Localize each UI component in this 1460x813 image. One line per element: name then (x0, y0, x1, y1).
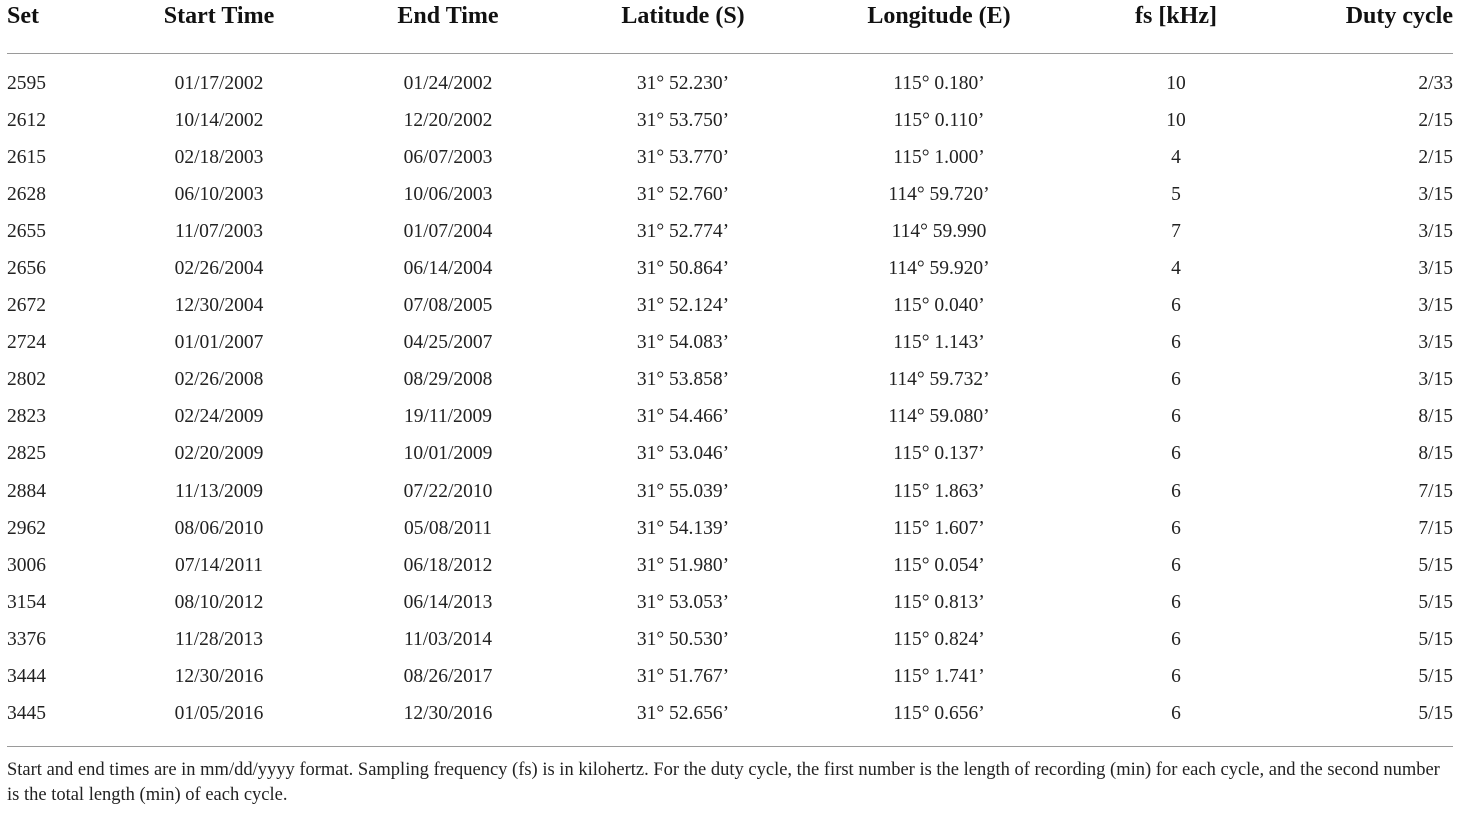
cell-fs: 6 (1171, 591, 1181, 613)
cell-set: 2884 (7, 480, 46, 502)
table-row (7, 103, 1453, 140)
cell-latitude: 31° 54.466’ (636, 406, 730, 428)
cell-set: 2825 (7, 443, 46, 465)
cell-fs: 6 (1171, 443, 1181, 465)
cell-start-time: 08/06/2010 (174, 517, 264, 539)
cell-latitude: 31° 52.774’ (636, 221, 730, 243)
cell-set: 3006 (7, 554, 46, 576)
cell-longitude: 115° 1.863’ (893, 480, 985, 502)
cell-set: 2595 (7, 73, 46, 94)
table-footnote: Start and end times are in mm/dd/yyyy format. Sampling frequency (fs) is in kilohertz. For the duty cycle, the first number is the length of recording (min) for each cycle, and the second number is the total length (min) of each cycle. (7, 760, 1440, 805)
table-row (7, 474, 1453, 511)
cell-duty-cycle: 3/15 (1418, 295, 1453, 317)
cell-start-time: 08/10/2012 (174, 591, 264, 613)
cell-longitude: 114° 59.920’ (888, 258, 990, 280)
cell-start-time: 01/05/2016 (174, 702, 264, 724)
cell-end-time: 08/29/2008 (403, 369, 493, 391)
cell-end-time: 05/08/2011 (403, 517, 493, 539)
cell-end-time: 06/14/2004 (403, 258, 493, 280)
cell-longitude: 114° 59.080’ (888, 406, 990, 428)
cell-set: 2655 (7, 221, 46, 243)
cell-set: 2672 (7, 295, 46, 317)
cell-longitude: 114° 59.720’ (888, 184, 990, 206)
cell-start-time: 11/13/2009 (174, 480, 264, 502)
cell-end-time: 06/18/2012 (403, 554, 493, 576)
cell-fs: 6 (1171, 369, 1181, 391)
cell-duty-cycle: 5/15 (1418, 554, 1453, 576)
cell-duty-cycle: 5/15 (1418, 702, 1453, 724)
table-row (7, 585, 1453, 622)
cell-longitude: 115° 0.054’ (893, 554, 985, 576)
cell-set: 2656 (7, 258, 46, 280)
cell-fs: 6 (1171, 702, 1181, 724)
cell-longitude: 114° 59.732’ (888, 369, 990, 391)
cell-set: 2802 (7, 369, 46, 391)
cell-set: 3154 (7, 591, 46, 613)
header-set: Set (7, 3, 39, 29)
cell-longitude: 115° 0.137’ (893, 443, 985, 465)
cell-duty-cycle: 3/15 (1418, 369, 1453, 391)
cell-fs: 4 (1171, 258, 1181, 280)
header-fs: fs [kHz] (1135, 3, 1217, 29)
cell-latitude: 31° 53.770’ (636, 147, 730, 169)
cell-latitude: 31° 50.864’ (636, 258, 730, 280)
cell-start-time: 11/28/2013 (174, 628, 264, 650)
cell-end-time: 07/08/2005 (403, 295, 493, 317)
cell-fs: 6 (1171, 480, 1181, 502)
cell-latitude: 31° 51.767’ (636, 665, 730, 687)
cell-end-time: 01/24/2002 (403, 73, 493, 94)
cell-duty-cycle: 2/15 (1418, 110, 1453, 132)
cell-longitude: 115° 0.824’ (893, 628, 985, 650)
cell-latitude: 31° 53.046’ (636, 443, 730, 465)
cell-fs: 6 (1171, 517, 1181, 539)
table-row (7, 362, 1453, 399)
cell-fs: 7 (1171, 221, 1181, 243)
table-row (7, 511, 1453, 548)
cell-start-time: 02/26/2008 (174, 369, 264, 391)
cell-start-time: 12/30/2016 (174, 665, 264, 687)
cell-end-time: 01/07/2004 (403, 221, 493, 243)
cell-latitude: 31° 51.980’ (636, 554, 730, 576)
table-body (7, 66, 1453, 733)
header-start-time: Start Time (163, 3, 275, 29)
cell-end-time: 10/01/2009 (403, 443, 493, 465)
cell-end-time: 06/07/2003 (403, 147, 493, 169)
table-row (7, 548, 1453, 585)
header-divider (7, 53, 1453, 54)
cell-end-time: 04/25/2007 (403, 332, 493, 354)
cell-fs: 6 (1171, 406, 1181, 428)
cell-longitude: 115° 0.180’ (893, 73, 985, 94)
cell-duty-cycle: 2/15 (1418, 147, 1453, 169)
header-end-time: End Time (397, 3, 499, 29)
cell-latitude: 31° 52.230’ (636, 73, 730, 94)
cell-fs: 10 (1166, 73, 1186, 94)
cell-duty-cycle: 3/15 (1418, 184, 1453, 206)
cell-set: 2962 (7, 517, 46, 539)
header-latitude: Latitude (S) (621, 3, 745, 29)
cell-latitude: 31° 53.750’ (636, 110, 730, 132)
cell-start-time: 02/24/2009 (174, 406, 264, 428)
cell-longitude: 115° 1.741’ (893, 665, 985, 687)
cell-fs: 10 (1166, 110, 1186, 132)
cell-fs: 6 (1171, 332, 1181, 354)
cell-fs: 6 (1171, 628, 1181, 650)
cell-duty-cycle: 3/15 (1418, 332, 1453, 354)
table-row (7, 288, 1453, 325)
cell-set: 2823 (7, 406, 46, 428)
cell-latitude: 31° 53.053’ (636, 591, 730, 613)
cell-longitude: 115° 1.000’ (893, 147, 985, 169)
cell-start-time: 02/26/2004 (174, 258, 264, 280)
cell-start-time: 11/07/2003 (174, 221, 264, 243)
cell-set: 2628 (7, 184, 46, 206)
cell-longitude: 114° 59.990 (891, 221, 987, 243)
table-header-row (7, 0, 1453, 50)
cell-duty-cycle: 5/15 (1418, 628, 1453, 650)
cell-duty-cycle: 8/15 (1418, 443, 1453, 465)
cell-end-time: 07/22/2010 (403, 480, 493, 502)
cell-duty-cycle: 5/15 (1418, 665, 1453, 687)
cell-set: 2724 (7, 332, 46, 354)
cell-fs: 6 (1171, 554, 1181, 576)
cell-start-time: 12/30/2004 (174, 295, 264, 317)
cell-set: 2612 (7, 110, 46, 132)
cell-fs: 4 (1171, 147, 1181, 169)
cell-end-time: 11/03/2014 (403, 628, 493, 650)
cell-end-time: 19/11/2009 (403, 406, 493, 428)
cell-fs: 6 (1171, 665, 1181, 687)
cell-latitude: 31° 52.656’ (636, 702, 730, 724)
cell-set: 2615 (7, 147, 46, 169)
header-duty-cycle: Duty cycle (1345, 3, 1453, 29)
cell-latitude: 31° 53.858’ (636, 369, 730, 391)
cell-start-time: 01/01/2007 (174, 332, 264, 354)
cell-fs: 5 (1171, 184, 1181, 206)
cell-longitude: 115° 0.656’ (893, 702, 985, 724)
cell-longitude: 115° 0.040’ (893, 295, 985, 317)
cell-start-time: 02/20/2009 (174, 443, 264, 465)
cell-start-time: 06/10/2003 (174, 184, 264, 206)
cell-latitude: 31° 54.083’ (636, 332, 730, 354)
cell-latitude: 31° 52.760’ (636, 184, 730, 206)
cell-start-time: 01/17/2002 (174, 73, 264, 94)
table-row (7, 659, 1453, 696)
cell-start-time: 02/18/2003 (174, 147, 264, 169)
cell-longitude: 115° 1.143’ (893, 332, 985, 354)
cell-end-time: 10/06/2003 (403, 184, 493, 206)
cell-latitude: 31° 54.139’ (636, 517, 730, 539)
cell-longitude: 115° 0.813’ (893, 591, 985, 613)
header-longitude: Longitude (E) (867, 3, 1011, 29)
cell-duty-cycle: 3/15 (1418, 221, 1453, 243)
table-row (7, 177, 1453, 214)
table-row (7, 140, 1453, 177)
cell-start-time: 10/14/2002 (174, 110, 264, 132)
cell-end-time: 12/20/2002 (403, 110, 493, 132)
cell-latitude: 31° 50.530’ (636, 628, 730, 650)
table-row (7, 66, 1453, 103)
cell-longitude: 115° 0.110’ (893, 110, 985, 132)
cell-start-time: 07/14/2011 (174, 554, 264, 576)
cell-latitude: 31° 52.124’ (636, 295, 730, 317)
table-row (7, 325, 1453, 362)
cell-latitude: 31° 55.039’ (636, 480, 730, 502)
cell-set: 3445 (7, 702, 46, 724)
cell-duty-cycle: 3/15 (1418, 258, 1453, 280)
cell-end-time: 12/30/2016 (403, 702, 493, 724)
cell-set: 3444 (7, 665, 46, 687)
cell-duty-cycle: 7/15 (1418, 517, 1453, 539)
cell-longitude: 115° 1.607’ (893, 517, 985, 539)
cell-end-time: 08/26/2017 (403, 665, 493, 687)
cell-fs: 6 (1171, 295, 1181, 317)
table-row (7, 214, 1453, 251)
cell-set: 3376 (7, 628, 46, 650)
table-row (7, 696, 1453, 733)
footer-divider (7, 746, 1453, 747)
cell-duty-cycle: 8/15 (1418, 406, 1453, 428)
table-row (7, 251, 1453, 288)
cell-end-time: 06/14/2013 (403, 591, 493, 613)
cell-duty-cycle: 5/15 (1418, 591, 1453, 613)
table-row (7, 622, 1453, 659)
table-row (7, 399, 1453, 436)
cell-duty-cycle: 7/15 (1418, 480, 1453, 502)
cell-duty-cycle: 2/33 (1418, 73, 1453, 94)
table-row (7, 436, 1453, 473)
